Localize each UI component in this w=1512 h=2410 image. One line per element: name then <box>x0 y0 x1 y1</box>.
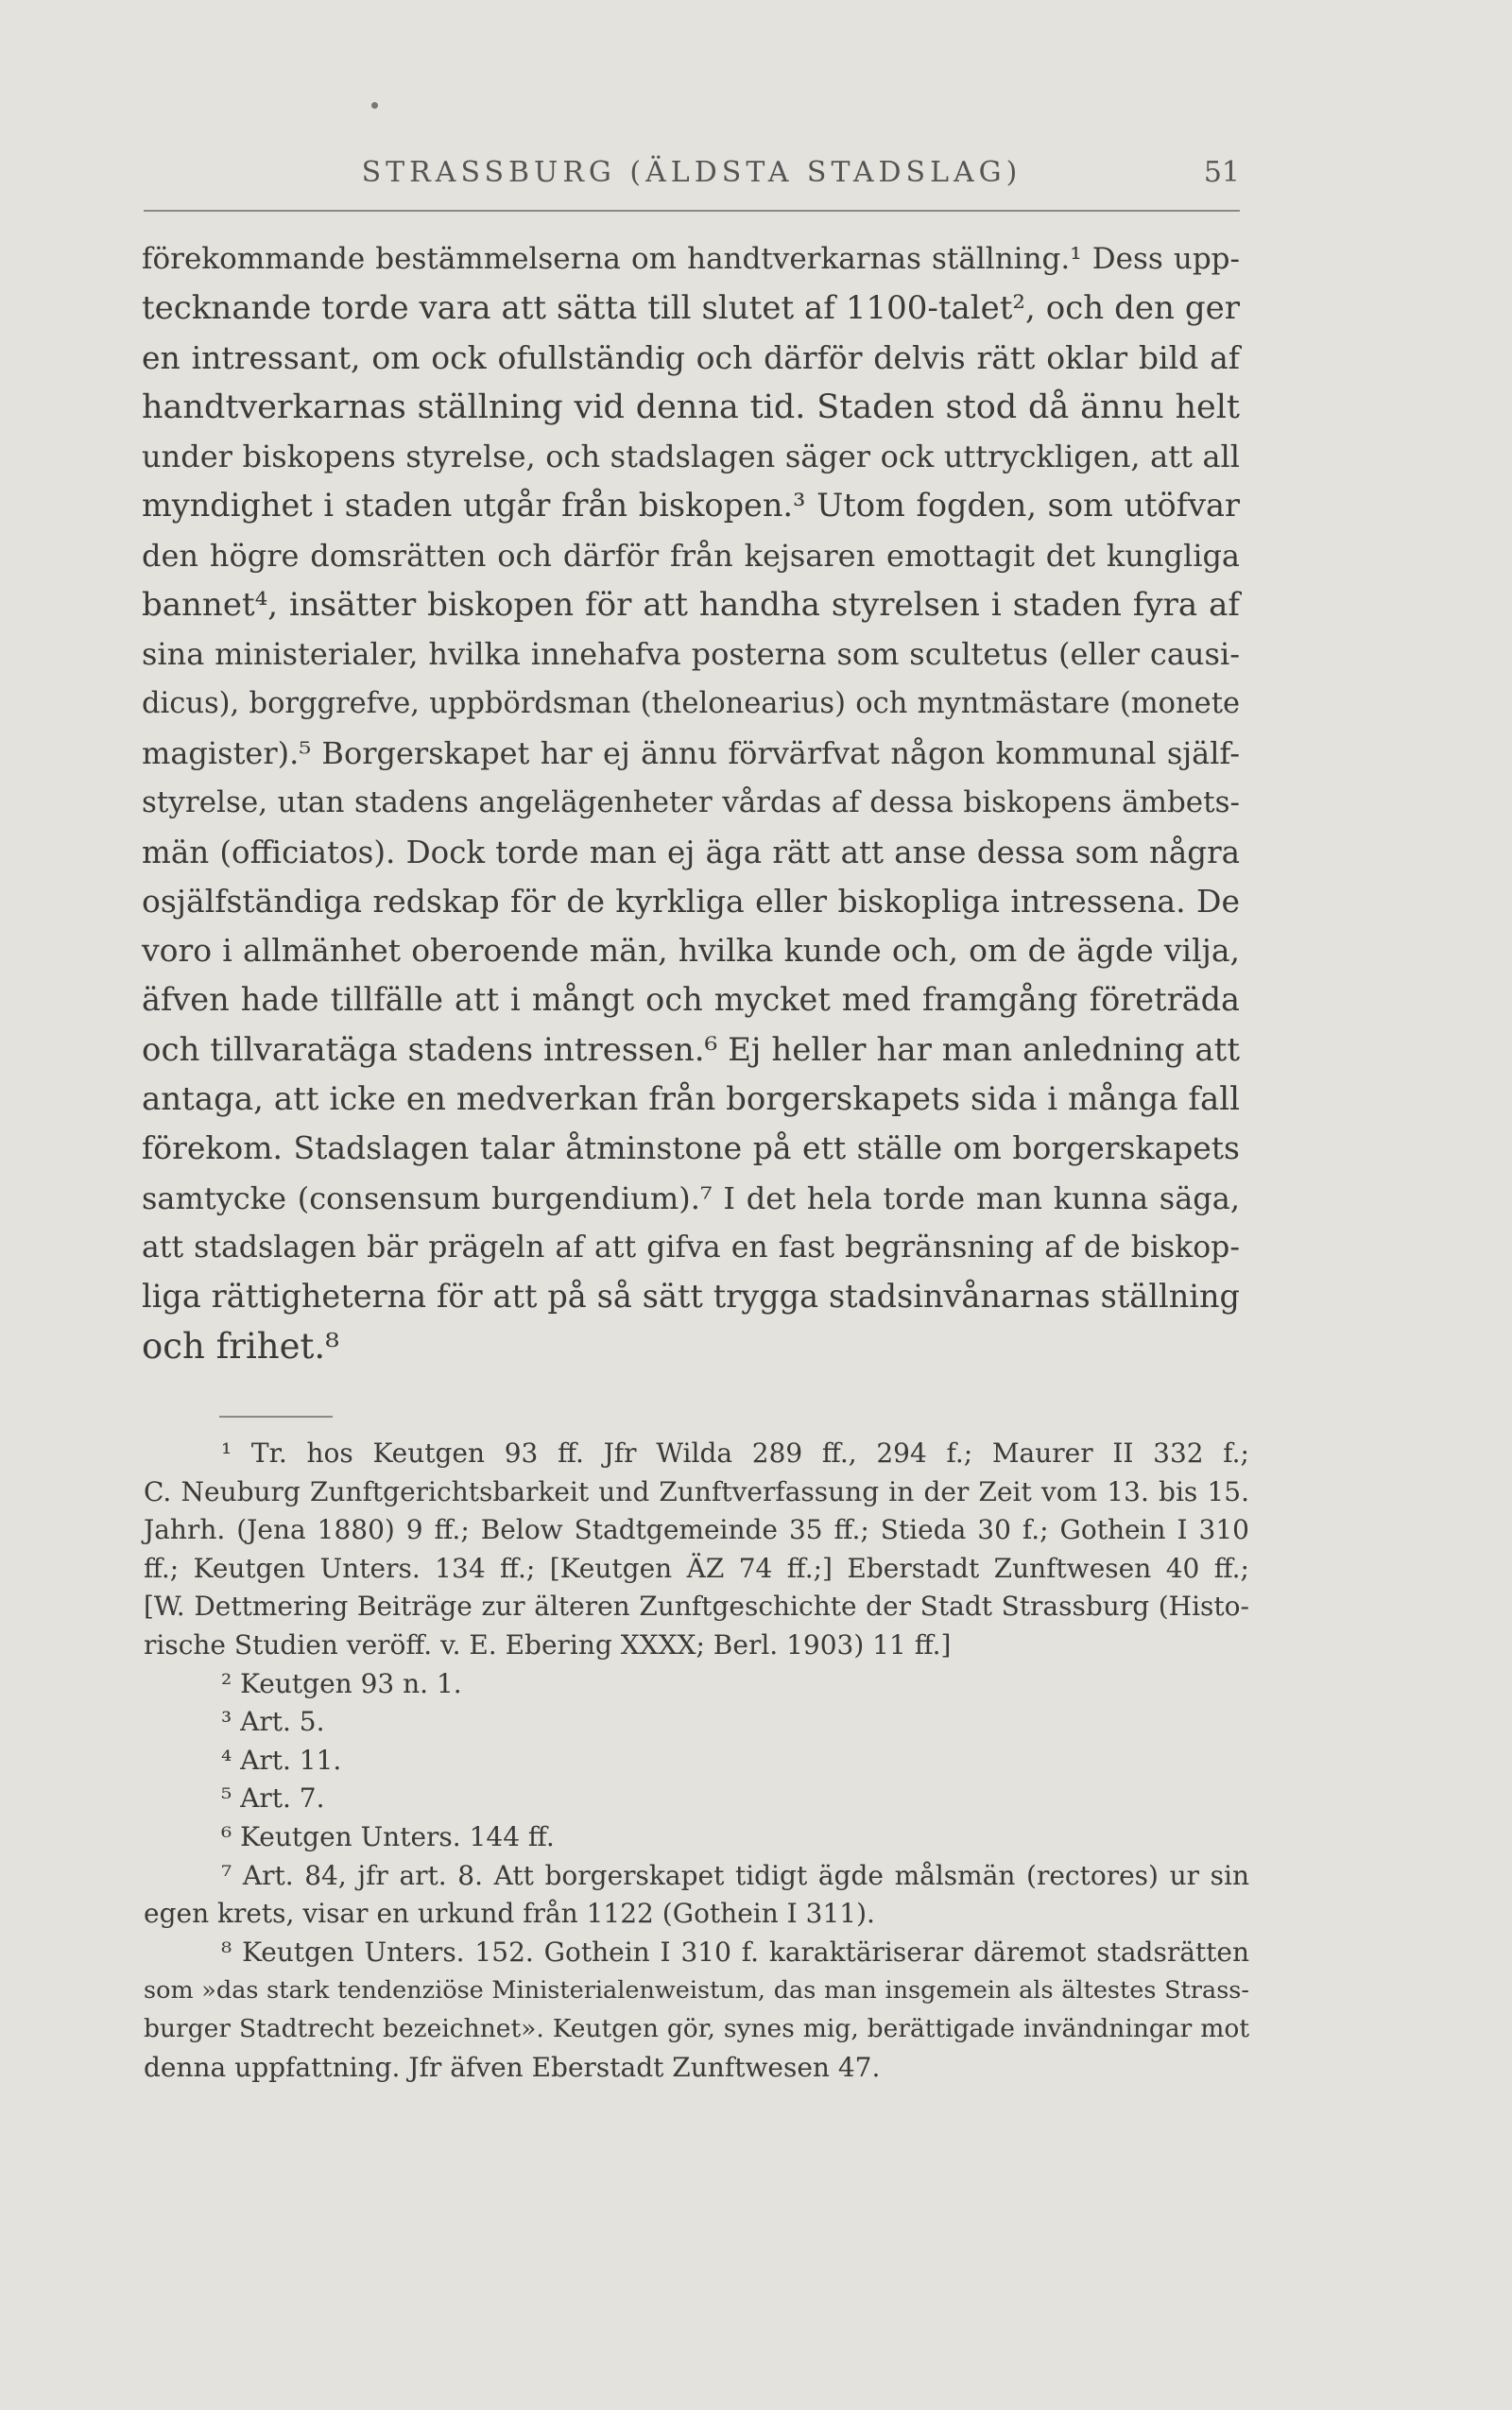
body-line: bannet⁴, insätter biskopen för att handha styrelsen i staden fyra af <box>142 586 1240 625</box>
body-line: magister).⁵ Borgerskapet har ej ännu förvärfvat någon kommunal själf- <box>142 734 1240 771</box>
footnotes <box>144 1435 1249 2087</box>
body-line: styrelse, utan stadens angelägenheter vårdas af dessa biskopens ämbets- <box>142 785 1240 820</box>
body-line: dicus), borggrefve, uppbördsman (thelonearius) och myntmästare (monete <box>142 686 1240 720</box>
body-line: förekommande bestämmelserna om handtverkarnas ställning.¹ Dess upp- <box>142 242 1240 276</box>
footnote-line: ⁶ Keutgen Unters. 144 ff. <box>221 1820 555 1852</box>
body-line: förekom. Stadslagen talar åtminstone på ett ställe om borgerskapets <box>142 1129 1240 1167</box>
body-line: under biskopens styrelse, och stadslagen säger ock uttryckligen, att all <box>142 439 1240 475</box>
footnote-line: ⁴ Art. 11. <box>221 1744 342 1776</box>
ink-speck <box>371 102 378 109</box>
footnote-line: ⁷ Art. 84, jfr art. 8. Att borgerskapet tidigt ägde målsmän (rectores) ur sin <box>221 1859 1249 1891</box>
footnote-line: ¹ Tr. hos Keutgen 93 ff. Jfr Wilda 289 ff., 294 f.; Maurer II 332 f.; <box>221 1437 1249 1469</box>
footnote-line: rische Studien veröff. v. E. Ebering XXXX; Berl. 1903) 11 ff.] <box>144 1628 952 1661</box>
body-line: män (officiatos). Dock torde man ej äga rätt att anse dessa som några <box>142 834 1240 870</box>
page-number: 51 <box>1203 156 1240 189</box>
header-rule <box>144 210 1240 212</box>
body-line: tecknande torde vara att sätta till slutet af 1100-talet², och den ger <box>142 289 1240 328</box>
body-line: liga rättigheterna för att på så sätt trygga stadsinvånarnas ställning <box>142 1278 1240 1316</box>
footnote-line: denna uppfattning. Jfr äfven Eberstadt Zunftwesen 47. <box>144 2051 881 2083</box>
footnote-line: ³ Art. 5. <box>221 1706 325 1738</box>
running-title: STRASSBURG (ÄLDSTA STADSLAG) <box>361 156 1022 189</box>
body-line: osjälfständiga redskap för de kyrkliga eller biskopliga intressena. De <box>142 882 1240 920</box>
page-header <box>144 156 1240 194</box>
body-line: antaga, att icke en medverkan från borgerskapets sida i många fall <box>142 1080 1240 1119</box>
body-text <box>142 234 1240 1371</box>
footnote-line: Jahrh. (Jena 1880) 9 ff.; Below Stadtgemeinde 35 ff.; Stieda 30 f.; Gothein I 310 <box>144 1514 1249 1546</box>
body-line: en intressant, om ock ofullständig och därför delvis rätt oklar bild af <box>142 338 1240 376</box>
footnote-line: ⁵ Art. 7. <box>221 1782 325 1815</box>
body-line: voro i allmänhet oberoende män, hvilka kunde och, om de ägde vilja, <box>142 932 1240 970</box>
body-line: samtycke (consensum burgendium).⁷ I det hela torde man kunna säga, <box>142 1179 1240 1216</box>
footnote-line: ff.; Keutgen Unters. 134 ff.; [Keutgen ÄZ 74 ff.;] Eberstadt Zunftwesen 40 ff.; <box>144 1552 1249 1584</box>
footnote-line: C. Neuburg Zunftgerichtsbarkeit und Zunftverfassung in der Zeit vom 13. bis 15. <box>144 1475 1249 1507</box>
footnote-line: ⁸ Keutgen Unters. 152. Gothein I 310 f. karaktäriserar däremot stadsrätten <box>221 1936 1249 1968</box>
body-line: den högre domsrätten och därför från kejsaren emottagit det kungliga <box>142 537 1240 574</box>
body-line: äfven hade tillfälle att i mångt och mycket med framgång företräda <box>142 981 1240 1019</box>
body-line: handtverkarnas ställning vid denna tid. Staden stod då ännu helt <box>142 387 1240 426</box>
footnote-line: som »das stark tendenziöse Ministerialenweistum, das man insgemein als ältestes Strass- <box>144 1976 1249 2005</box>
footnote-rule <box>219 1416 333 1418</box>
footnote-line: ² Keutgen 93 n. 1. <box>221 1667 462 1699</box>
footnote-line: [W. Dettmering Beiträge zur älteren Zunftgeschichte der Stadt Strassburg (Histo- <box>144 1591 1249 1623</box>
body-line: och tillvaratäga stadens intressen.⁶ Ej heller har man anledning att <box>142 1030 1240 1069</box>
body-line: att stadslagen bär prägeln af att gifva en fast begränsning af de biskop- <box>142 1230 1240 1265</box>
body-line: och frihet.⁸ <box>142 1325 339 1367</box>
footnote-line: egen krets, visar en urkund från 1122 (Gothein I 311). <box>144 1898 875 1930</box>
body-line: myndighet i staden utgår från biskopen.³ Utom fogden, som utöfvar <box>142 487 1240 525</box>
footnote-line: burger Stadtrecht bezeichnet». Keutgen gör, synes mig, berättigade invändningar mot <box>144 2013 1249 2043</box>
body-line: sina ministerialer, hvilka innehafva posterna som scultetus (eller causi- <box>142 636 1240 673</box>
